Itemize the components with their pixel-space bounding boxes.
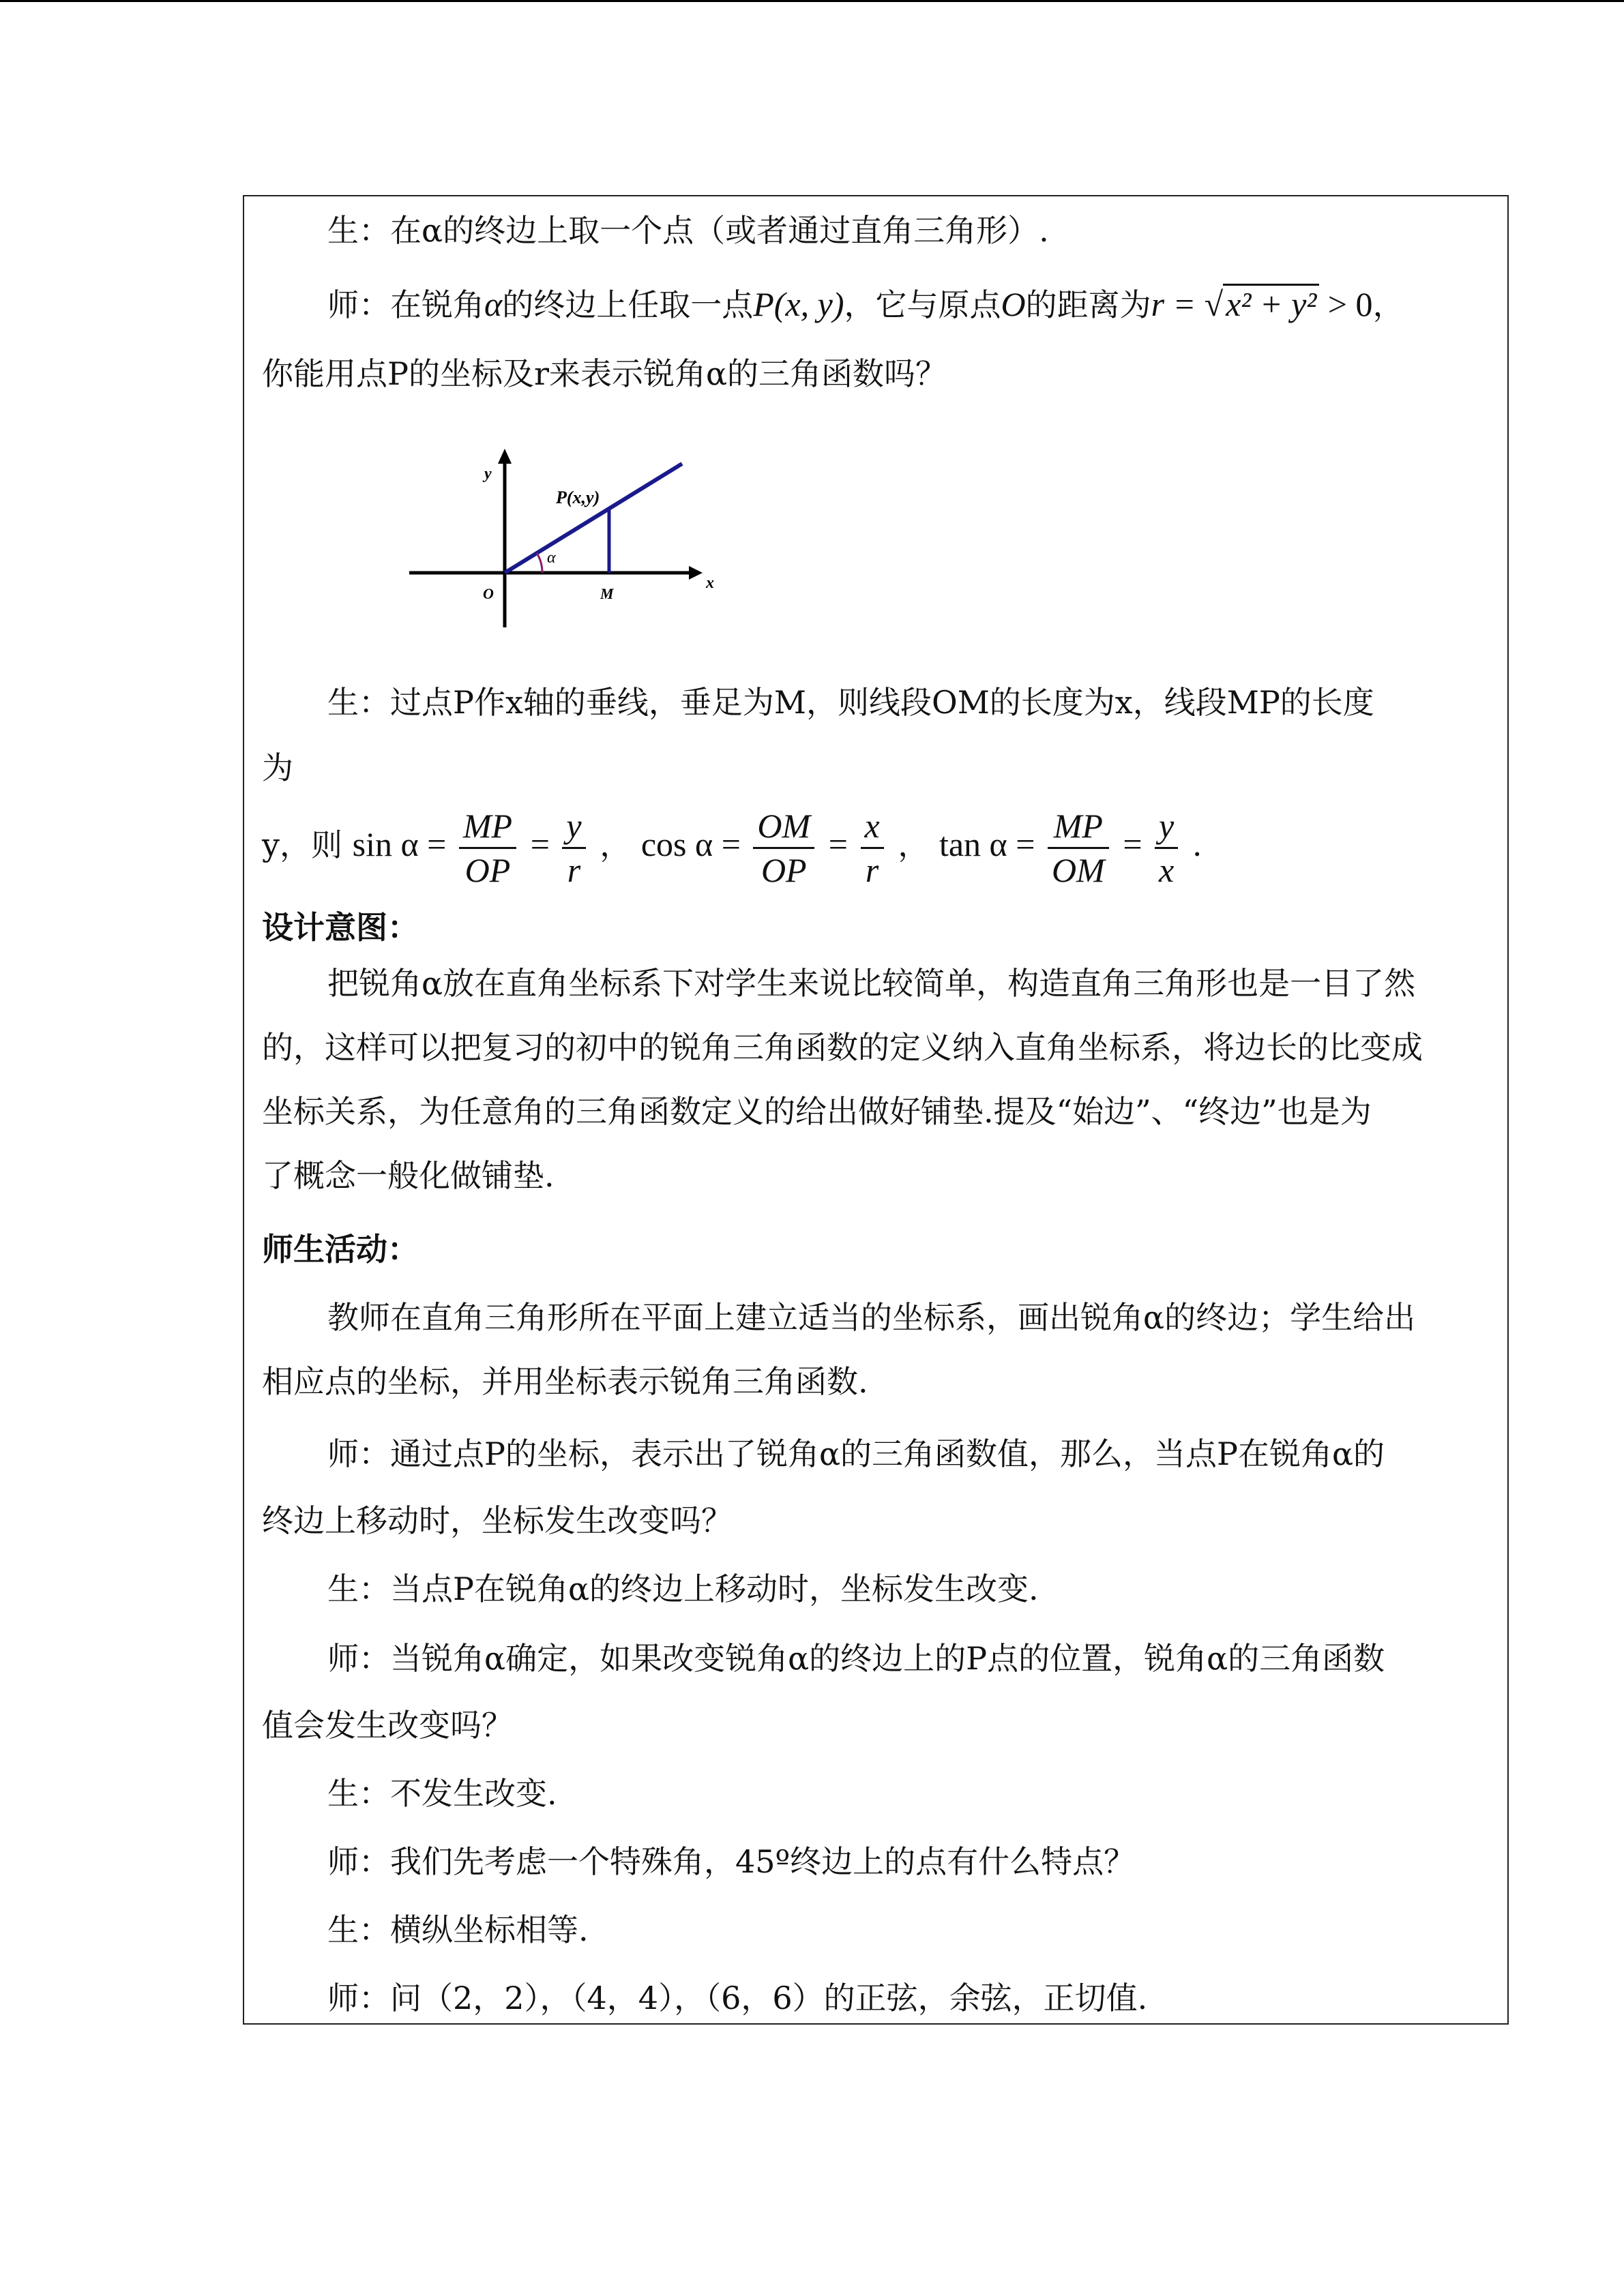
dialog-text: 的终边上任取一点 xyxy=(502,286,754,323)
y-axis-arrow xyxy=(498,449,512,464)
dialog-line-p7: 师：我们先考虑一个特殊角，45º终边上的点有什么特点？ xyxy=(327,1843,1136,1880)
dialog-text: ，它与原点 xyxy=(844,286,1001,323)
dialog-line-p6: 生：不发生改变. xyxy=(327,1775,557,1812)
cos-label: cos α = xyxy=(640,825,750,863)
page-top-rule xyxy=(0,0,1624,2)
m-label: M xyxy=(600,585,614,602)
dialog-text: 生：过点P作x轴的垂线，垂足为M，则线段OM的长度为x，线段MP的长度 xyxy=(327,684,1374,721)
dialog-line-4 xyxy=(327,682,1374,723)
terminal-side xyxy=(505,464,682,573)
dialog-text: 为 xyxy=(262,749,293,786)
dialog-line-p3-1: 师：通过点P的坐标，表示出了锐角α的三角函数值，那么，当点P在锐角α的 xyxy=(327,1435,1385,1472)
dialog-line-p9: 师：问（2，2），（4，4），（6，6）的正弦，余弦，正切值. xyxy=(327,1980,1148,2016)
section-heading-activity: 师生活动： xyxy=(262,1231,419,1268)
origin-label: O xyxy=(483,585,494,602)
dialog-text: 师：在锐角 xyxy=(327,286,484,323)
fraction-om-op: $\frac{OM}{OP}$ xyxy=(753,805,814,891)
dialog-text: ， xyxy=(1372,286,1404,323)
design-para-line-3: 坐标关系，为任意角的三角函数定义的给出做好铺垫.提及“始边”、“终边”也是为 xyxy=(262,1093,1372,1130)
dialog-line-5 xyxy=(262,747,293,788)
dialog-text: 生：在α的终边上取一个点（或者通过直角三角形）. xyxy=(327,212,1049,249)
fraction-y-r: $\frac{y}{r}$ xyxy=(562,805,585,891)
tan-label: tan α = xyxy=(939,825,1044,863)
p-label: P(x,y) xyxy=(556,488,600,507)
angle-label: α xyxy=(547,549,556,567)
dialog-line-p5-2: 值会发生改变吗？ xyxy=(262,1707,513,1744)
math-origin: O xyxy=(1001,285,1026,323)
dialog-line-p4: 生：当点P在锐角α的终边上移动时，坐标发生改变. xyxy=(327,1570,1039,1607)
dialog-line-p5-1: 师：当锐角α确定，如果改变锐角α的终边上的P点的位置，锐角α的三角函数 xyxy=(327,1640,1385,1677)
math-sqrt: x² + y² xyxy=(1223,284,1319,322)
x-axis-label: x xyxy=(706,574,714,592)
math-point-p: P(x, y) xyxy=(753,285,844,323)
activity-para-line-2: 相应点的坐标，并用坐标表示锐角三角函数. xyxy=(262,1363,868,1400)
design-para-line-1: 把锐角α放在直角坐标系下对学生来说比较简单，构造直角三角形也是一目了然 xyxy=(327,965,1416,1002)
fraction-mp-om: $\frac{MP}{OM}$ xyxy=(1048,805,1109,891)
dialog-text: 的距离为 xyxy=(1025,286,1151,323)
dialog-line-1 xyxy=(327,210,1049,251)
angle-arc xyxy=(537,553,542,573)
math-alpha: α xyxy=(484,285,503,323)
math-r-eq: r = xyxy=(1151,285,1205,323)
section-heading-design: 设计意图： xyxy=(262,909,419,946)
fraction-y-x: $\frac{y}{x}$ xyxy=(1155,805,1178,891)
math-gt-zero: > 0 xyxy=(1319,285,1373,323)
activity-para-line-1: 教师在直角三角形所在平面上建立适当的坐标系，画出锐角α的终边；学生给出 xyxy=(327,1299,1416,1336)
dialog-line-2: 师：在锐角α的终边上任取一点P(x, y)，它与原点O的距离为r = √x² + y² > 0， xyxy=(327,285,1404,323)
design-para-line-4: 了概念一般化做铺垫. xyxy=(262,1157,555,1194)
fraction-mp-op: $\frac{MP}{OP}$ xyxy=(459,805,516,891)
dialog-line-p3-2: 终边上移动时，坐标发生改变吗？ xyxy=(262,1502,733,1539)
dialog-text: y，则 xyxy=(262,826,342,863)
trig-ratios-line: y，则 sin α = $\frac{MP}{OP}$ = $\frac{y}{r}$ ， cos α = $\frac{OM}{OP}$ = $\frac{x}{r}$ ， tan α = $\frac{MP}{OM}$ = $\frac{y}{x}$ . xyxy=(262,796,1202,893)
y-axis-label: y xyxy=(484,465,492,483)
dialog-line-3 xyxy=(262,353,947,394)
fraction-x-r: $\frac{x}{r}$ xyxy=(861,805,884,891)
dialog-text: 你能用点P的坐标及r来表示锐角α的三角函数吗？ xyxy=(262,355,947,392)
design-para-line-2: 的，这样可以把复习的初中的锐角三角函数的定义纳入直角坐标系，将边长的比变成 xyxy=(262,1029,1423,1066)
dialog-line-p8: 生：横纵坐标相等. xyxy=(327,1911,589,1948)
sin-label: sin α = xyxy=(352,825,455,863)
coordinate-diagram xyxy=(402,436,730,634)
x-axis-arrow xyxy=(689,566,703,580)
